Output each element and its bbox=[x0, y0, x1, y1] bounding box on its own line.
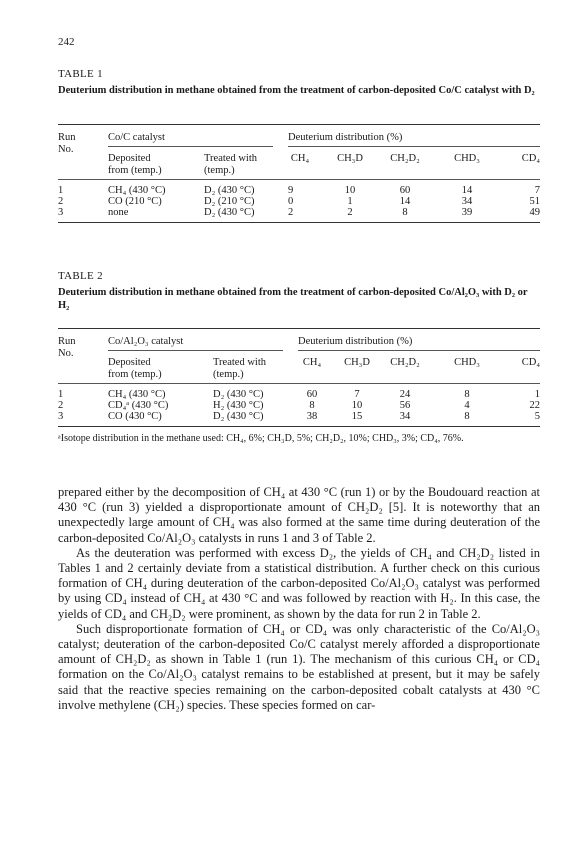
table1-sub-deposited: Deposited bbox=[108, 153, 151, 164]
body-text bbox=[58, 485, 540, 713]
table2-val: 7 bbox=[354, 389, 360, 400]
table2-val: 8 bbox=[464, 411, 470, 422]
table2-col-4: CD₄ bbox=[521, 357, 540, 368]
table2-val: 5 bbox=[534, 411, 540, 422]
table1 bbox=[58, 124, 540, 218]
table2-run: 2 bbox=[58, 400, 64, 411]
table2-col-3: CHD₃ bbox=[454, 357, 480, 368]
table1-caption: Deuterium distribution in methane obtained from the treatment of carbon-deposited Co/C catalyst with D₂ bbox=[58, 85, 535, 96]
table2-treated: H₂ (430 °C) bbox=[213, 400, 264, 411]
table2-val: 38 bbox=[306, 411, 318, 422]
table1-treated: D₂ (210 °C) bbox=[204, 196, 255, 207]
table2-header bbox=[58, 270, 540, 312]
table2-head-catalyst: Co/Al₂O₃ catalyst bbox=[108, 336, 184, 347]
table2-deposited: CD₄ᵃ (430 °C) bbox=[108, 400, 169, 411]
table2-val: 34 bbox=[399, 411, 411, 422]
table1-val: 2 bbox=[288, 207, 294, 218]
table1-val: 0 bbox=[288, 196, 294, 207]
table2-val: 10 bbox=[351, 400, 363, 411]
table2-deposited: CO (430 °C) bbox=[108, 411, 162, 422]
table1-label: TABLE 1 bbox=[58, 68, 103, 80]
table1-run: 1 bbox=[58, 185, 64, 196]
table1-sub-from: from (temp.) bbox=[108, 165, 162, 176]
table1-val: 60 bbox=[399, 185, 411, 196]
table2-val: 4 bbox=[464, 400, 470, 411]
table2-head-no: No. bbox=[58, 348, 74, 359]
table1-val: 34 bbox=[461, 196, 473, 207]
table1-col-3: CHD₃ bbox=[454, 153, 480, 164]
table1-val: 2 bbox=[347, 207, 353, 218]
table1-deposited: CO (210 °C) bbox=[108, 196, 162, 207]
table1-header bbox=[58, 68, 540, 97]
table2-sub-treated: Treated with bbox=[213, 357, 266, 368]
table2-treated: D₂ (430 °C) bbox=[213, 411, 264, 422]
table2-footnote: ᵃIsotope distribution in the methane used: CH₄, 6%; CH₃D, 5%; CH₂D₂, 10%; CHD₃, 3%; CD₄, 76%. bbox=[58, 433, 464, 444]
table2-deposited: CH₄ (430 °C) bbox=[108, 389, 166, 400]
table1-treated: D₂ (430 °C) bbox=[204, 185, 255, 196]
table1-val: 51 bbox=[529, 196, 540, 207]
table1-head-run: Run bbox=[58, 132, 76, 143]
table1-deposited: none bbox=[108, 207, 129, 218]
table1-val: 9 bbox=[288, 185, 294, 196]
table1-run: 3 bbox=[58, 207, 64, 218]
table1-head-catalyst: Co/C catalyst bbox=[108, 132, 165, 143]
table1-val: 49 bbox=[529, 207, 540, 218]
paragraph: prepared either by the decomposition of CH₄ at 430 °C (run 1) or by the Boudouard reaction at 430 °C (run 3) yielded a disproportionate amount of CH₂D₂ [5]. It is noteworthy that an unexpectedly large amount of CH₄ was also formed at the same time during deuteration of the carbon-deposited Co/Al₂O₃ catalysts in runs 1 and 3 of Table 2. bbox=[58, 485, 540, 545]
table1-run: 2 bbox=[58, 196, 64, 207]
table2-run: 3 bbox=[58, 411, 64, 422]
table1-val: 10 bbox=[344, 185, 356, 196]
table2-treated: D₂ (430 °C) bbox=[213, 389, 264, 400]
table2-label: TABLE 2 bbox=[58, 270, 103, 282]
table2-head-dist: Deuterium distribution (%) bbox=[298, 336, 413, 347]
table1-col-4: CD₄ bbox=[521, 153, 540, 164]
table2 bbox=[58, 328, 540, 468]
table2-val: 56 bbox=[399, 400, 411, 411]
table1-deposited: CH₄ (430 °C) bbox=[108, 185, 166, 196]
table2-head-run: Run bbox=[58, 336, 76, 347]
table2-run: 1 bbox=[58, 389, 64, 400]
table2-val: 22 bbox=[529, 400, 540, 411]
table2-sub-temp: (temp.) bbox=[213, 369, 244, 380]
table2-val: 1 bbox=[534, 389, 540, 400]
table1-val: 14 bbox=[461, 185, 473, 196]
table1-val: 8 bbox=[402, 207, 408, 218]
paragraph: As the deuteration was performed with excess D₂, the yields of CH₄ and CH₂D₂ listed in Tables 1 and 2 certainly deviate from a statistical distribution. A further check on this curious formation of CH₄ during deuteration of the carbon-deposited Co/Al₂O₃ catalyst was performed by using CD₄ instead of CH₄ at 430 °C and was followed by reaction with H₂. In this case, the yields of CD₄ and CH₂D₂ were prominent, as shown by the data for run 2 in Table 2. bbox=[58, 545, 540, 621]
table1-val: 7 bbox=[534, 185, 540, 196]
table2-sub-from: from (temp.) bbox=[108, 369, 162, 380]
table2-col-2: CH₂D₂ bbox=[390, 357, 420, 368]
table1-col-0: CH₄ bbox=[290, 153, 310, 164]
table1-head-no: No. bbox=[58, 144, 74, 155]
page-number: 242 bbox=[58, 36, 75, 48]
table2-sub-deposited: Deposited bbox=[108, 357, 151, 368]
table1-col-2: CH₂D₂ bbox=[390, 153, 420, 164]
table2-val: 24 bbox=[399, 389, 411, 400]
table2-val: 15 bbox=[351, 411, 363, 422]
table2-val: 60 bbox=[306, 389, 318, 400]
table1-col-1: CH₃D bbox=[337, 153, 363, 164]
table1-val: 1 bbox=[347, 196, 353, 207]
table2-col-1: CH₃D bbox=[344, 357, 370, 368]
table1-sub-temp: (temp.) bbox=[204, 165, 235, 176]
table1-treated: D₂ (430 °C) bbox=[204, 207, 255, 218]
table1-val: 39 bbox=[461, 207, 473, 218]
table2-val: 8 bbox=[309, 400, 315, 411]
table1-sub-treated: Treated with bbox=[204, 153, 257, 164]
paragraph: Such disproportionate formation of CH₄ or CD₄ was only characteristic of the Co/Al₂O₃ catalyst; deuteration of the carbon-deposited Co/C catalyst merely afforded a disproportionate amount of CH₂D₂ as shown in Table 1 (run 1). The mechanism of this curious CH₄ or CD₄ formation on the Co/Al₂O₃ catalyst remains to be established at present, but it may be safely said that the reactive species remaining on the carbon-deposited cobalt catalysts at 430 °C involve methylene (CH₂) species. These species formed on car- bbox=[58, 621, 540, 712]
table1-head-dist: Deuterium distribution (%) bbox=[288, 132, 403, 143]
table2-val: 8 bbox=[464, 389, 470, 400]
table1-val: 14 bbox=[399, 196, 411, 207]
table2-caption: Deuterium distribution in methane obtained from the treatment of carbon-deposited Co/Al₂O₃ with D₂ or H₂ bbox=[58, 287, 528, 311]
table2-col-0: CH₄ bbox=[302, 357, 322, 368]
